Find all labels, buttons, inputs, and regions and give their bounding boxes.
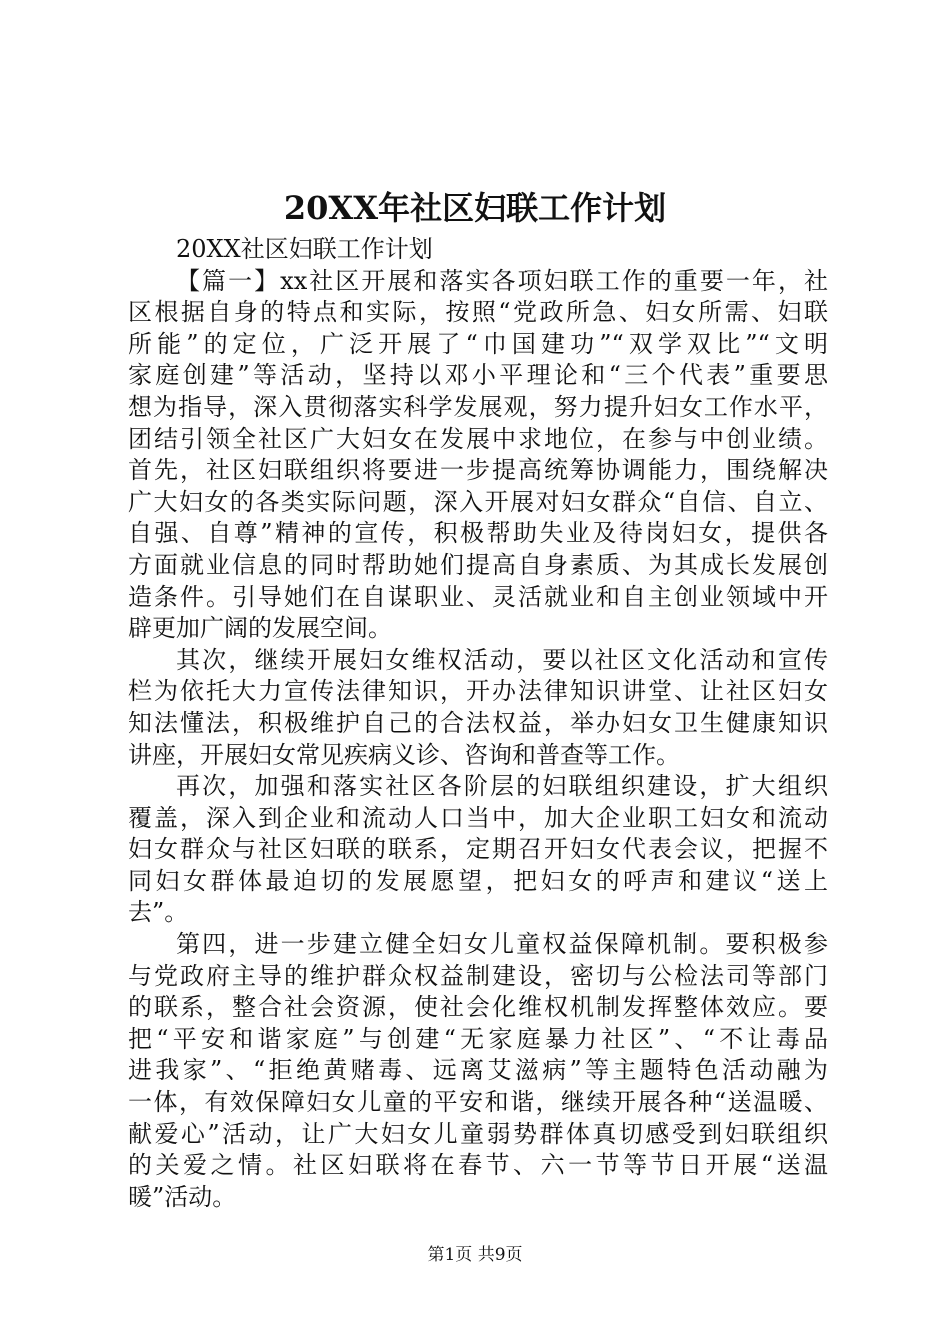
body-line: 造条件。引导她们在自谋职业、灵活就业和自主创业领域中开 (128, 582, 828, 611)
body-line: 栏为依托大力宣传法律知识，开办法律知识讲堂、让社区妇女 (128, 677, 828, 706)
body-line: 把“平安和谐家庭”与创建“无家庭暴力社区”、“不让毒品 (128, 1024, 828, 1053)
body-line: 暖”活动。 (128, 1182, 237, 1211)
document-body (128, 234, 828, 1213)
body-line: 辟更加广阔的发展空间。 (128, 614, 392, 643)
body-line: 知法懂法，积极维护自己的合法权益，举办妇女卫生健康知识 (128, 708, 828, 737)
body-line: 献爱心”活动，让广大妇女儿童弱势群体真切感受到妇联组织 (128, 1119, 828, 1148)
body-line: 与党政府主导的维护群众权益制建设，密切与公检法司等部门 (128, 961, 828, 990)
body-line: 一体，有效保障妇女儿童的平安和谐，继续开展各种“送温暖、 (128, 1088, 828, 1117)
body-line: 所能”的定位，广泛开展了“巾国建功”“双学双比”“文明 (128, 329, 828, 358)
body-line: 的关爱之情。社区妇联将在春节、六一节等节日开展“送温 (128, 1151, 828, 1180)
body-line: 覆盖，深入到企业和流动人口当中，加大企业职工妇女和流动 (128, 803, 828, 832)
body-line: 去”。 (128, 898, 189, 927)
body-line: 【篇一】xx社区开展和落实各项妇联工作的重要一年，社 (176, 266, 828, 295)
body-line: 家庭创建”等活动，坚持以邓小平理论和“三个代表”重要思 (128, 361, 828, 390)
body-line: 想为指导，深入贯彻落实科学发展观，努力提升妇女工作水平， (128, 392, 828, 421)
body-line: 首先，社区妇联组织将要进一步提高统筹协调能力，围绕解决 (128, 456, 828, 485)
body-line: 再次，加强和落实社区各阶层的妇联组织建设，扩大组织 (176, 772, 828, 801)
body-line: 方面就业信息的同时帮助她们提高自身素质、为其成长发展创 (128, 550, 828, 579)
document-title: 20XX年社区妇联工作计划 (283, 189, 667, 227)
body-line: 团结引领全社区广大妇女在发展中求地位，在参与中创业绩。 (128, 424, 828, 453)
body-line: 广大妇女的各类实际问题，深入开展对妇女群众“自信、自立、 (128, 487, 828, 516)
body-line: 进我家”、“拒绝黄赌毒、远离艾滋病”等主题特色活动融为 (128, 1056, 828, 1085)
body-line: 20XX社区妇联工作计划 (176, 235, 433, 263)
body-line: 的联系，整合社会资源，使社会化维权机制发挥整体效应。要 (128, 993, 828, 1022)
page-footer: 第1页 共9页 (427, 1245, 523, 1265)
body-line: 妇女群众与社区妇联的联系，定期召开妇女代表会议，把握不 (128, 835, 828, 864)
body-line: 同妇女群体最迫切的发展愿望，把妇女的呼声和建议“送上 (128, 866, 828, 895)
body-line: 其次，继续开展妇女维权活动，要以社区文化活动和宣传 (176, 645, 828, 674)
body-line: 自强、自尊”精神的宣传，积极帮助失业及待岗妇女，提供各 (128, 519, 828, 548)
body-line: 讲座，开展妇女常见疾病义诊、咨询和普查等工作。 (128, 740, 680, 769)
body-line: 区根据自身的特点和实际，按照“党政所急、妇女所需、妇联 (128, 298, 828, 327)
body-line: 第四，进一步建立健全妇女儿童权益保障机制。要积极参 (176, 930, 828, 959)
